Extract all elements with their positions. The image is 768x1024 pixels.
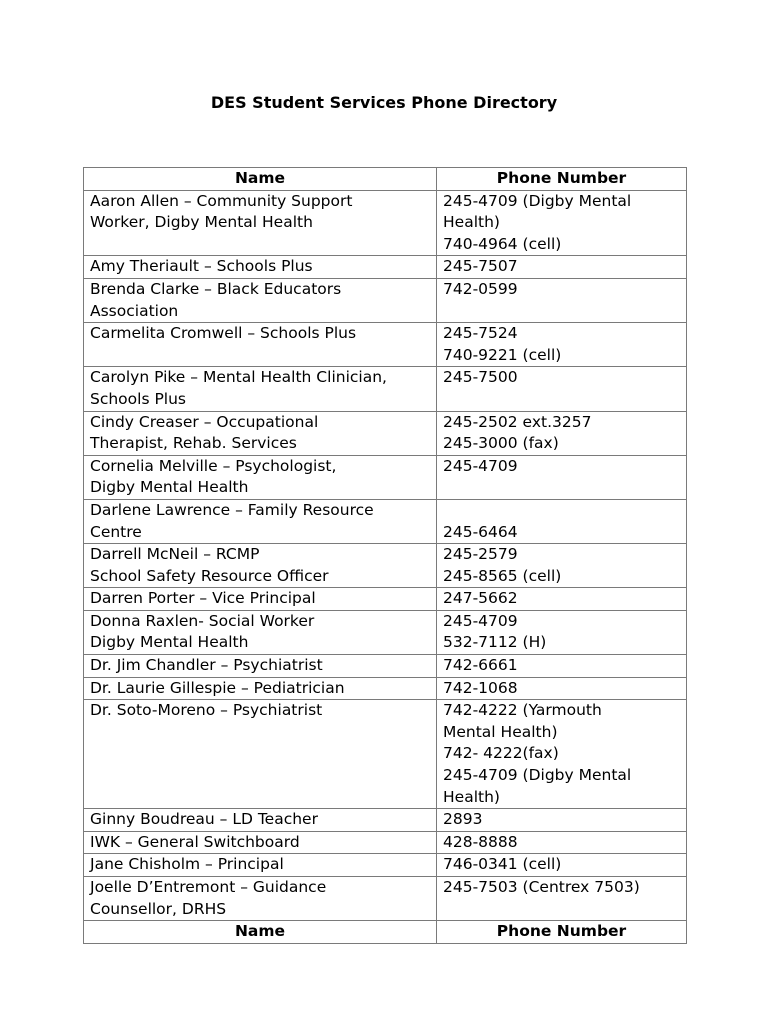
phone-number-cell: 245-2579 245-8565 (cell) xyxy=(437,544,687,588)
contact-name-cell: Jane Chisholm – Principal xyxy=(84,854,437,877)
contact-name-cell: Aaron Allen – Community Support Worker, Digby Mental Health xyxy=(84,190,437,256)
table-row xyxy=(84,455,687,499)
table-row xyxy=(84,499,687,543)
contact-name-cell: Carolyn Pike – Mental Health Clinician, Schools Plus xyxy=(84,367,437,411)
table-row xyxy=(84,854,687,877)
name-column-footer: Name xyxy=(84,921,437,944)
contact-name-cell: Dr. Laurie Gillespie – Pediatrician xyxy=(84,677,437,700)
contact-name-cell: Ginny Boudreau – LD Teacher xyxy=(84,809,437,832)
table-row xyxy=(84,411,687,455)
contact-name-cell: Cornelia Melville – Psychologist, Digby Mental Health xyxy=(84,455,437,499)
phone-column-header: Phone Number xyxy=(437,168,687,191)
contact-name-cell: IWK – General Switchboard xyxy=(84,831,437,854)
contact-name-cell: Darlene Lawrence – Family Resource Centre xyxy=(84,499,437,543)
table-row xyxy=(84,655,687,678)
table-row xyxy=(84,677,687,700)
phone-number-cell: 742-4222 (Yarmouth Mental Health) 742- 4222(fax) 245-4709 (Digby Mental Health) xyxy=(437,700,687,809)
contact-name-cell: Darrell McNeil – RCMP School Safety Resource Officer xyxy=(84,544,437,588)
phone-number-cell: 245-4709 532-7112 (H) xyxy=(437,610,687,654)
phone-number-cell: 746-0341 (cell) xyxy=(437,854,687,877)
table-row xyxy=(84,809,687,832)
phone-number-cell: 245-7524 740-9221 (cell) xyxy=(437,323,687,367)
phone-number-cell: 742-0599 xyxy=(437,278,687,322)
table-row xyxy=(84,256,687,279)
phone-directory-table xyxy=(83,167,687,944)
table-row xyxy=(84,323,687,367)
table-row xyxy=(84,544,687,588)
contact-name-cell: Darren Porter – Vice Principal xyxy=(84,588,437,611)
phone-number-cell: 428-8888 xyxy=(437,831,687,854)
phone-number-cell: 742-1068 xyxy=(437,677,687,700)
contact-name-cell: Donna Raxlen- Social Worker Digby Mental Health xyxy=(84,610,437,654)
contact-name-cell: Carmelita Cromwell – Schools Plus xyxy=(84,323,437,367)
phone-column-footer: Phone Number xyxy=(437,921,687,944)
phone-number-cell: 245-2502 ext.3257 245-3000 (fax) xyxy=(437,411,687,455)
phone-number-cell: 245-7503 (Centrex 7503) xyxy=(437,877,687,921)
contact-name-cell: Amy Theriault – Schools Plus xyxy=(84,256,437,279)
contact-name-cell: Dr. Jim Chandler – Psychiatrist xyxy=(84,655,437,678)
table-row xyxy=(84,278,687,322)
table-row xyxy=(84,877,687,921)
table-row xyxy=(84,367,687,411)
phone-number-cell: 245-6464 xyxy=(437,499,687,543)
table-row xyxy=(84,588,687,611)
phone-number-cell: 245-4709 (Digby Mental Health) 740-4964 (cell) xyxy=(437,190,687,256)
phone-number-cell: 247-5662 xyxy=(437,588,687,611)
table-footer-row xyxy=(84,921,687,944)
phone-number-cell: 2893 xyxy=(437,809,687,832)
table-header-row xyxy=(84,168,687,191)
table-row xyxy=(84,190,687,256)
contact-name-cell: Joelle D’Entremont – Guidance Counsellor, DRHS xyxy=(84,877,437,921)
phone-number-cell: 245-7500 xyxy=(437,367,687,411)
name-column-header: Name xyxy=(84,168,437,191)
contact-name-cell: Dr. Soto-Moreno – Psychiatrist xyxy=(84,700,437,809)
contact-name-cell: Brenda Clarke – Black Educators Association xyxy=(84,278,437,322)
phone-number-cell: 245-4709 xyxy=(437,455,687,499)
page-title: DES Student Services Phone Directory xyxy=(210,93,558,112)
table-body xyxy=(84,190,687,921)
phone-number-cell: 245-7507 xyxy=(437,256,687,279)
contact-name-cell: Cindy Creaser – Occupational Therapist, Rehab. Services xyxy=(84,411,437,455)
table-row xyxy=(84,700,687,809)
table-row xyxy=(84,831,687,854)
phone-number-cell: 742-6661 xyxy=(437,655,687,678)
table-row xyxy=(84,610,687,654)
